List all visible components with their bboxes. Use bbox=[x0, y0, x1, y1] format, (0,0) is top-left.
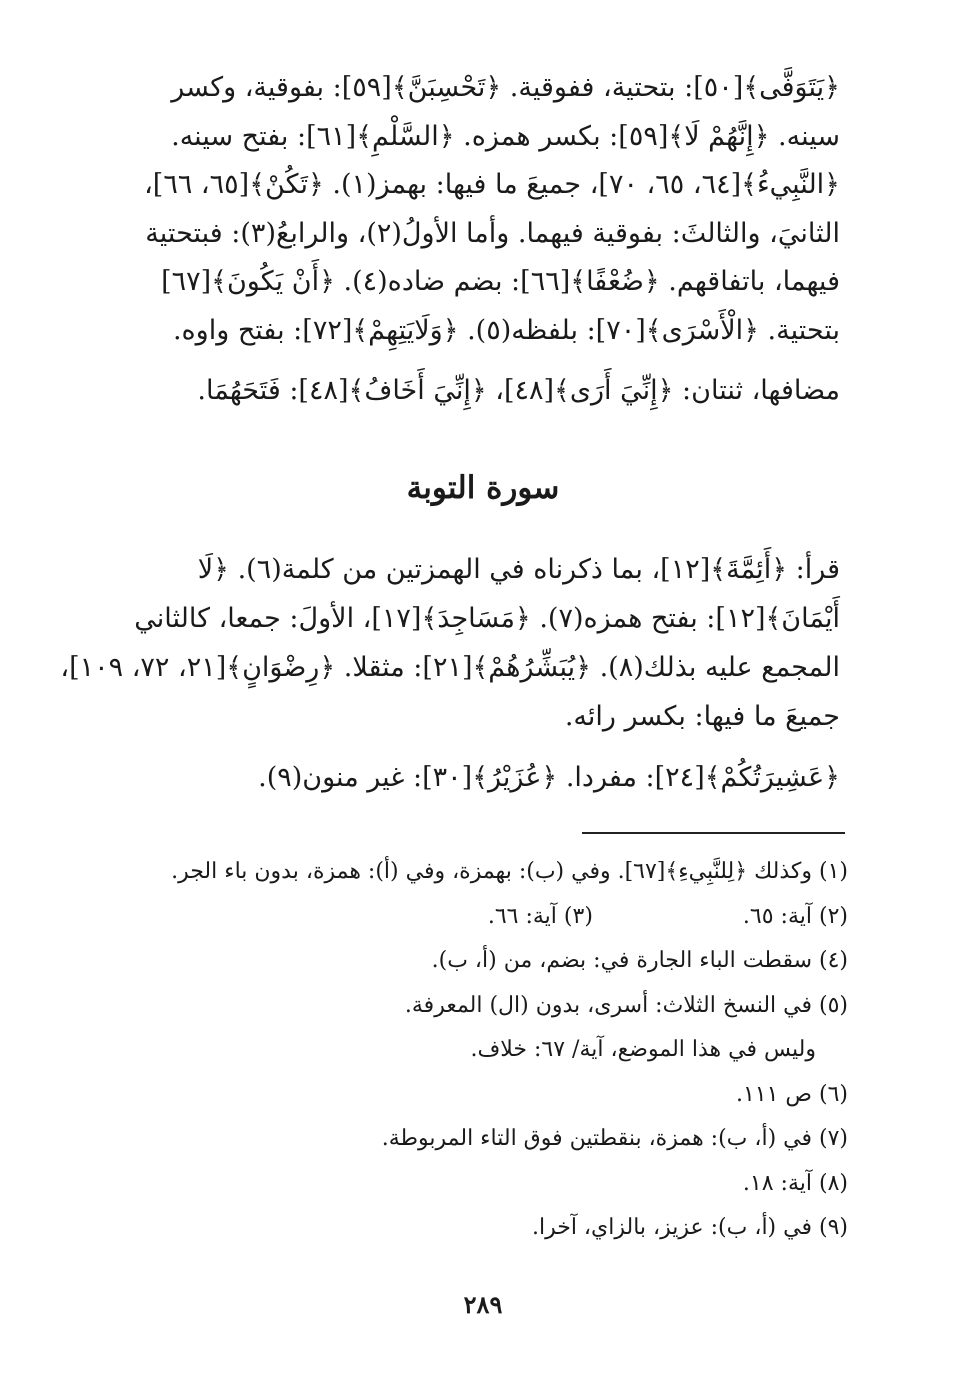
footnote-5-continuation: وليس في هذا الموضع، آية/ ٦٧: خلاف. bbox=[470, 1037, 816, 1062]
footnote-3: (٣) آية: ٦٦. bbox=[487, 903, 593, 929]
body-line-9: المجمع عليه بذلك(٨). ﴿يُبَشِّرُهُمْ﴾[٢١]: مثقلا. ﴿رِضْوَانٍ﴾[٢١، ٧٢، ١٠٩]، bbox=[60, 652, 840, 683]
body-line-7: قرأ: ﴿أَئِمَّةَ﴾[١٢]، بما ذكرناه في الهمزتين من كلمة(٦). ﴿لَا bbox=[197, 554, 840, 585]
footnote-8: (٨) آية: ١٨. bbox=[742, 1170, 848, 1196]
footnote-2: (٢) آية: ٦٥. bbox=[742, 903, 848, 929]
body-line-3: ﴿النَّبِيءُ﴾[٦٤، ٦٥، ٧٠]، جميعَ ما فيها: بهمز(١). ﴿تَكُنْ﴾[٦٥، ٦٦]، bbox=[144, 169, 840, 200]
body-line-2: سينه. ﴿إِنَّهُمْ لَا﴾[٥٩]: بكسر همزه. ﴿السَّلْمِ﴾[٦١]: بفتح سينه. bbox=[171, 120, 840, 152]
body-line-6: بتحتية. ﴿الْأَسْرَى﴾[٧٠]: بلفظه(٥). ﴿وَلَايَتِهِمْ﴾[٧٢]: بفتح واوه. bbox=[172, 314, 840, 346]
body-text-block-1 bbox=[128, 64, 840, 416]
page-number: ٢٨٩ bbox=[463, 1290, 503, 1319]
footnote-1: (١) وكذلك ﴿لِلنَّبِيءِ﴾[٦٧]. وفي (ب): بهمزة، وفي (أ): همزة، بدون باء الجر. bbox=[171, 859, 848, 884]
body-line-4: الثانيَ، والثالثَ: بفوقية فيهما. وأما الأولُ(٢)، والرابعُ(٣): فبتحتية bbox=[145, 217, 840, 249]
footnote-row-2-3 bbox=[128, 895, 848, 940]
footnote-9: (٩) في (أ، ب): عزيز، بالزاي، آخرا. bbox=[531, 1215, 848, 1240]
footnote-7: (٧) في (أ، ب): همزة، بنقطتين فوق التاء المربوطة. bbox=[381, 1126, 848, 1151]
footnote-separator bbox=[582, 832, 845, 834]
body-line-mudafaha: مضافها، ثنتان: ﴿إِنِّيَ أَرَى﴾[٤٨]، ﴿إِنِّيَ أَخَافُ﴾[٤٨]: فَتَحَهُمَا. bbox=[197, 375, 840, 406]
body-line-8: أَيْمَانَ﴾[١٢]: بفتح همزه(٧). ﴿مَسَاجِدَ﴾[١٧]، الأولَ: جمعا، كالثاني bbox=[134, 603, 840, 634]
body-line-5: فيهما، باتفاقهم. ﴿ضُعْفًا﴾[٦٦]: بضم ضاده(٤). ﴿أَنْ يَكُونَ﴾[٦٧] bbox=[161, 266, 840, 297]
body-line-1: ﴿يَتَوَفَّى﴾[٥٠]: بتحتية، ففوقية. ﴿تَحْسِبَنَّ﴾[٥٩]: بفوقية، وكسر bbox=[171, 72, 840, 103]
section-title: سورة التوبة bbox=[406, 470, 560, 506]
body-line-ashiratukum: ﴿عَشِيرَتُكُمْ﴾[٢٤]: مفردا. ﴿عُزَيْرُ﴾[٣٠]: غير منون(٩). bbox=[258, 762, 840, 793]
footnotes bbox=[128, 850, 848, 1251]
footnote-6: (٦) ص ١١١. bbox=[735, 1081, 848, 1107]
footnote-5: (٥) في النسخ الثلاث: أسرى، بدون (ال) المعرفة. bbox=[404, 992, 848, 1018]
body-text-block-2 bbox=[60, 545, 840, 802]
body-line-10: جميعَ ما فيها: بكسر رائه. bbox=[564, 701, 840, 732]
footnote-4: (٤) سقطت الباء الجارة في: بضم، من (أ، ب). bbox=[431, 948, 848, 973]
